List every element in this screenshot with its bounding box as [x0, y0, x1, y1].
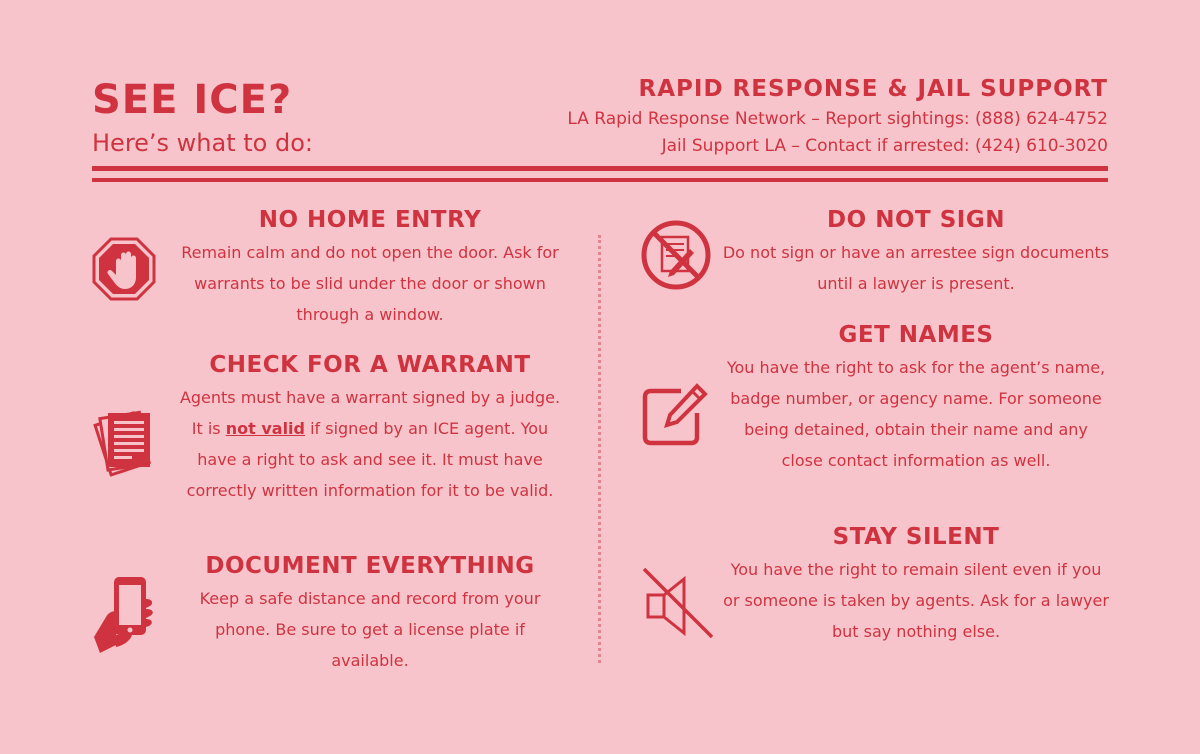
section-body: Do not sign or have an arrestee sign documents until a lawyer is present. — [722, 243, 1110, 293]
section-body: You have the right to remain silent even if you or someone is taken by agents. Ask for a lawyer but say nothing else. — [723, 560, 1109, 641]
page-title: SEE ICE? — [92, 77, 293, 123]
section-heading: DO NOT SIGN — [827, 207, 1005, 233]
body-text-after: if signed by an ICE agent. You have a right to ask and see it. It must have correctly written information for it to be valid. — [186, 419, 554, 500]
body-text-before: Agents must have a warrant signed by a judge. It is — [179, 388, 561, 438]
section-heading: CHECK FOR A WARRANT — [209, 352, 531, 378]
rapid-response-network-line: LA Rapid Response Network – Report sightings: (888) 624-4752 — [567, 109, 1108, 129]
section-body — [175, 382, 565, 506]
column-divider — [598, 235, 601, 663]
section-check-for-warrant — [175, 350, 565, 506]
header-rule-top — [92, 166, 1108, 171]
page-subtitle: Here’s what to do: — [92, 129, 313, 157]
edit-pencil-icon — [641, 383, 709, 447]
section-no-home-entry — [175, 205, 565, 330]
stop-hand-icon — [92, 237, 156, 301]
not-valid-emphasis: not valid — [225, 419, 305, 438]
header-rule-bottom — [92, 178, 1108, 182]
section-document-everything — [175, 551, 565, 676]
section-body: You have the right to ask for the agent’s name, badge number, or agency name. For someone being detained, obtain their name and any close contact information as well. — [726, 358, 1106, 470]
jail-support-line: Jail Support LA – Contact if arrested: (424) 610-3020 — [661, 136, 1108, 156]
section-heading: DOCUMENT EVERYTHING — [205, 553, 535, 579]
section-body: Keep a safe distance and record from your phone. Be sure to get a license plate if available. — [199, 589, 541, 670]
documents-icon — [92, 407, 158, 479]
section-get-names — [722, 320, 1110, 476]
section-heading: GET NAMES — [838, 322, 994, 348]
phone-in-hand-icon — [92, 575, 158, 653]
section-heading: STAY SILENT — [832, 524, 1000, 550]
section-body: Remain calm and do not open the door. Ask for warrants to be slid under the door or shown through a window. — [181, 243, 559, 324]
section-heading: NO HOME ENTRY — [258, 207, 482, 233]
section-stay-silent — [722, 522, 1110, 647]
muted-speaker-icon — [640, 565, 716, 639]
rapid-response-heading: RAPID RESPONSE & JAIL SUPPORT — [638, 76, 1108, 102]
no-signing-icon — [640, 219, 712, 291]
section-do-not-sign — [722, 205, 1110, 299]
